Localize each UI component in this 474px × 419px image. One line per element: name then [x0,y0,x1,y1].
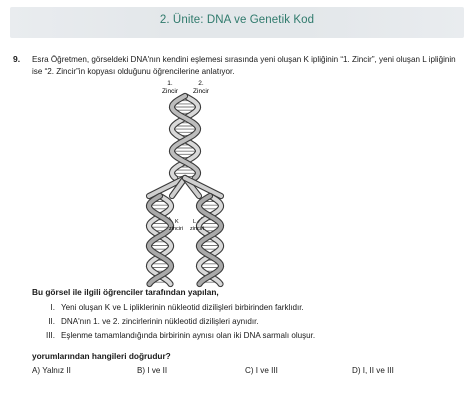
statement-text: Eşlenme tamamlandığında birbirinin aynısı olan iki DNA sarmalı oluşur. [61,331,316,340]
chain1-word-label: Zincir [162,88,178,95]
chain1-number-label: 1. [167,80,173,87]
question-prompt: Bu görsel ile ilgili öğrenciler tarafından yapılan, [32,287,219,297]
statement-list [40,302,315,344]
question-number: 9. [13,54,21,64]
option-d[interactable] [352,366,394,375]
statement-roman: III. [46,331,55,340]
option-text: Yalnız II [42,366,71,375]
option-b[interactable] [137,366,167,375]
statement-item [40,316,315,330]
statement-text: DNA'nın 1. ve 2. zincirlerinin nükleotid dizilişleri aynıdır. [61,317,259,326]
option-letter: C) [245,366,254,375]
question-ask: yorumlarından hangileri doğrudur? [32,351,171,361]
chain2-number-label: 2. [198,80,204,87]
statement-text: Yeni oluşan K ve L ipliklerinin nükleotid dizilişleri birbirinden farklıdır. [61,303,304,312]
option-text: I ve III [255,366,278,375]
option-letter: D) [352,366,361,375]
statement-item [40,330,315,344]
option-text: I, II ve III [362,366,394,375]
chain2-word-label: Zincir [193,88,209,95]
k-label: K [175,219,179,225]
statement-item [40,302,315,316]
option-text: I ve II [147,366,168,375]
statement-roman: II. [48,317,55,326]
statement-roman: I. [50,303,55,312]
k-word-label: zinciri [169,226,184,232]
option-a[interactable] [32,366,71,375]
unit-title: 2. Ünite: DNA ve Genetik Kod [159,14,315,26]
l-label: L [193,219,197,225]
option-letter: B) [137,366,146,375]
option-c[interactable] [245,366,278,375]
l-word-label: zinciri [190,226,205,232]
question-text: Esra Öğretmen, görseldeki DNA'nın kendini eşlemesi sırasında yeni oluşan K ipliğinin “1. Zincir”, yeni oluşan L ipliğinin ise “2. Zincir”in kopyası olduğunu öğrencilerine anlatıyor. [32,55,456,76]
option-letter: A) [32,366,41,375]
dna-replication-figure [112,78,312,288]
